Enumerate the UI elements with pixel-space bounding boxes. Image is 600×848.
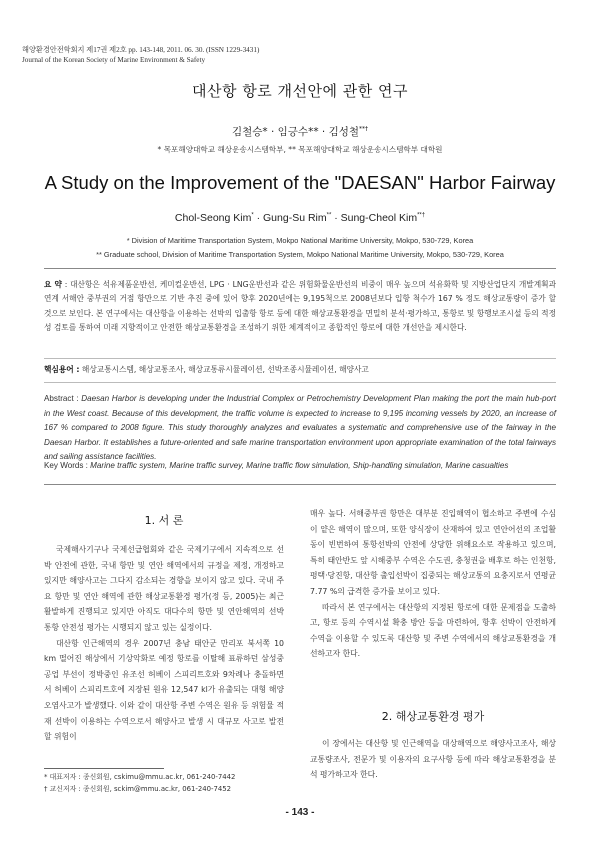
keywords-english-label: Key Words : (44, 461, 88, 470)
authors-korean (0, 124, 600, 139)
abstract-english-text: Daesan Harbor is developing under the Industrial Complex or Petrochemistry Development Plan making the port the main hub-port in the West coast. Because of this development, the traffic volume is expected to increase to 9,195 incoming vessels by 2020, an increase of 167 % compared to 2008 figure. This study thoroughly analyzes and evaluates a systematic and comprehensive use of the fairway in the Daesan Harbor. It establishes a future-oriented and safe marine transportation environment upon appropriate examination of the total fairways and sailing assistance facilities. (44, 394, 556, 462)
author-2-sup: ** (326, 212, 332, 219)
title-english: A Study on the Improvement of the "DAESAN" Harbor Fairway (44, 172, 556, 193)
affiliation-english-2: ** Graduate school, Division of Maritime Transportation System, Mokpo National Maritime University, Mokpo, 530-729, Korea (96, 250, 504, 259)
divider-top (44, 268, 556, 269)
divider-keywords (44, 382, 556, 383)
affiliation-korean: * 목포해양대학교 해상운송시스템학부, ** 목포해양대학교 해상운송시스템학부 대학원 (157, 145, 443, 154)
divider-bottom (44, 484, 556, 485)
section-2-paragraph-1: 이 장에서는 대산항 및 인근해역을 대상해역으로 해양사고조사, 해상교통량조사, 전문가 및 이용자의 요구사항 등에 따라 해상교통환경을 분석 평가하고자 한다. (310, 739, 556, 780)
authors-korean-sup: **† (359, 125, 369, 133)
section-1-paragraph-1: 국제해사기구나 국제선급협회와 같은 국제기구에서 지속적으로 선박 안전에 관한, 국내 항만 및 연안 해역에서의 규정을 제정, 개정하고 있지만 해양사고는 그다지 감소되는 경향을 보이지 않고 있다. 국내 주요 항만 및 연안 해역에 관한 해상교통환경 평가(정 등, 2005)는 최근 활발하게 진행되고 있지만 아직도 대다수의 항만 및 연안해역의 선박 통항 안전성 평가는 시행되지 않고 있는 실정이다. (44, 545, 284, 632)
section-2-heading: 2. 해상교통환경 평가 (381, 710, 485, 723)
author-1: Chol-Seong Kim (174, 212, 252, 224)
divider-abstract (44, 358, 556, 359)
footnote-2: † 교신저자 : 종신회원, sckim@mmu.ac.kr, 061-240-7452 (44, 785, 232, 793)
section-1-paragraph-2: 대산항 인근해역의 경우 2007년 충남 태안군 만리포 북서쪽 10 km 떨어진 해상에서 기상악화로 예정 항로를 이탈해 표류하던 삼성중공업 부선이 정박중인 유조선 허베이 스피리트호와 9차례나 충돌하면서 허베이 스피리트호에 지장된 원유 12,547 kl가 유출되는 대형 해양오염사고가 발생했다. 이와 같이 대산항 주변 수역은 원유 등 위험물 적재 선박이 이용하는 수역으로서 해양사고 발생 시 대규모 사고로 발전할 위험이 (44, 638, 284, 742)
journal-citation: 해양환경안전학회지 제17권 제2호 pp. 143-148, 2011. 06. 30. (ISSN 1229-3431) (22, 46, 260, 54)
section-1-heading: 1. 서 론 (144, 514, 184, 527)
page-number: - 143 - (285, 807, 315, 818)
left-column (44, 542, 284, 745)
keywords-korean-label: 핵심용어 : (44, 365, 80, 374)
keywords-english-text: Marine traffic system, Marine traffic survey, Marine traffic flow simulation, Ship-handling simulation, Marine casualties (87, 461, 509, 470)
author-1-sup: * (251, 212, 254, 219)
keywords-korean (44, 364, 556, 375)
abstract-korean-text: : 대산항은 석유제품운반선, 케미컬운반선, LPG · LNG운반선과 같은 위험화물운반선의 비중이 매우 높으며 석유화학 및 지방산업단지 개발계획과 연계 서해안 중부권의 거점 항만으로 기반 추진 중에 있어 향후 2020년에는 9,195척으로 2008년보다 입항 척수가 167 % 정도 해상교통량이 증가 할 것으로 보인다. 본 연구에서는 대산항을 이용하는 선박의 입출항 항로 등에 대한 해상교통환경을 면밀히 분석·평가하고, 통항로 및 항행보조시설 등의 적정성 검토를 통하여 미래 지향적이고 안전한 해상교통환경을 조성하기 위한 체계적이고 종합적인 항로에 대한 개선안을 제시한다. (44, 280, 556, 333)
affiliation-english-1: * Division of Maritime Transportation System, Mokpo National Maritime University, Mokpo, 530-729, Korea (126, 236, 474, 245)
abstract-korean-label: 요 약 (44, 280, 62, 289)
section-1-paragraph-4: 따라서 본 연구에서는 대산항의 지정된 항로에 대한 문제점을 도출하고, 항로 등의 수역시설 확충 방안 등을 마련하여, 항후 선박이 안전하게 수역을 이용할 수 있도록 대산항 및 주변 수역에서의 해상교통환경을 개선하고자 한다. (310, 602, 556, 659)
keywords-korean-text: 해상교통시스템, 해상교통조사, 해상교통류시뮬레이션, 선박조종시뮬레이션, 해양사고 (79, 365, 369, 374)
keywords-english (44, 461, 556, 470)
right-column (310, 506, 556, 662)
author-3: · Sung-Cheol Kim (331, 212, 418, 224)
author-2: · Gung-Su Rim (253, 212, 327, 224)
section-1-paragraph-3: 매우 높다. 서해중부권 항만은 대부분 진입해역이 협소하고 주변에 수심이 얕은 해역이 많으며, 또한 양식장이 산재하여 있고 연안어선의 조업활동이 빈번하여 통항선박의 안전에 상당한 위해요소로 작용하고 있으며, 특히 태안반도 앞 시해중부 수역은 수도권, 충청권을 배후로 하는 인천항, 평택·당진항, 대산항 출입선박이 집중되는 해상교통의 요충지로서 연평균 7.77 %의 급격한 증가를 보이고 있다. (310, 509, 556, 596)
footnote-1: * 대표저자 : 종신회원, cskimu@mmu.ac.kr, 061-240-7442 (44, 773, 236, 781)
author-3-sup: **† (417, 212, 426, 219)
abstract-english-label: Abstract : (44, 394, 79, 403)
section-2-body (310, 736, 556, 783)
abstract-english (44, 392, 556, 465)
abstract-korean (44, 278, 556, 336)
authors-english (0, 212, 600, 224)
authors-korean-names: 김철승* · 임긍수** · 김성철 (231, 126, 360, 138)
journal-name: Journal of the Korean Society of Marine Environment & Safety (22, 56, 206, 64)
footnote-divider (44, 768, 164, 769)
title-korean: 대산항 항로 개선안에 관한 연구 (192, 82, 408, 100)
